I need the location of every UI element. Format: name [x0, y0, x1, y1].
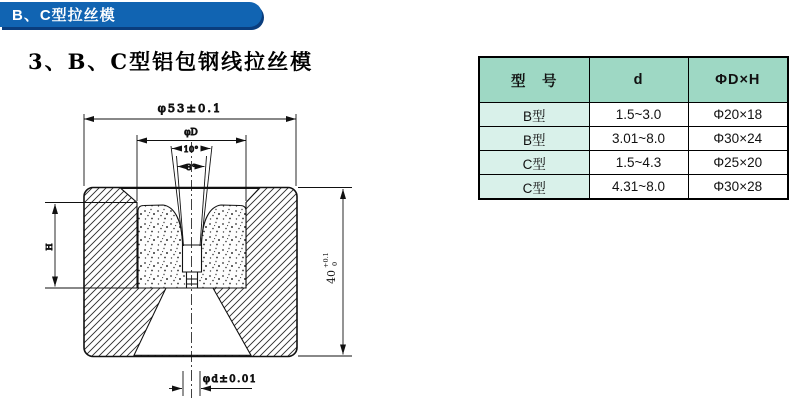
cell-model: C型	[479, 151, 589, 175]
dim-label-outer-diameter: φ53±0.1	[157, 101, 223, 115]
section-banner-label: B、C型拉丝模	[12, 7, 116, 24]
cell-model: B型	[479, 103, 589, 127]
section-banner	[0, 2, 262, 27]
cell-model: B型	[479, 127, 589, 151]
dim-label-nib-diameter: φD	[184, 128, 198, 138]
dim-label-bore-diameter: φd±0.01	[203, 374, 258, 385]
table-row	[479, 151, 788, 175]
spec-table	[478, 56, 789, 200]
cell-d: 4.31~8.0	[589, 175, 688, 200]
header-dxh: ΦD×H	[688, 57, 788, 103]
cell-d: 1.5~3.0	[589, 103, 688, 127]
cell-model: C型	[479, 175, 589, 200]
dim-label-entry-angle: 10°	[183, 145, 199, 155]
table-row	[479, 103, 788, 127]
cell-dxh: Φ30×28	[688, 175, 788, 200]
cell-d: 1.5~4.3	[589, 151, 688, 175]
dim-label-body-height	[322, 252, 339, 284]
cell-dxh: Φ25×20	[688, 151, 788, 175]
cell-dxh: Φ20×18	[688, 103, 788, 127]
table-row	[479, 127, 788, 151]
svg-text:40: 40	[325, 270, 338, 284]
svg-text:+0.1: +0.1	[322, 252, 330, 268]
cell-d: 3.01~8.0	[589, 127, 688, 151]
svg-text:0: 0	[331, 261, 339, 266]
table-row	[479, 175, 788, 200]
cell-dxh: Φ30×24	[688, 127, 788, 151]
die-drawing	[30, 95, 400, 410]
header-model: 型 号	[479, 57, 589, 103]
table-header-row	[479, 57, 788, 103]
page-title: 3、B、C型铝包钢线拉丝模	[28, 49, 314, 74]
dim-label-nib-height: H	[45, 243, 54, 251]
header-d: d	[589, 57, 688, 103]
dim-label-approach-angle: 8°	[186, 163, 196, 173]
